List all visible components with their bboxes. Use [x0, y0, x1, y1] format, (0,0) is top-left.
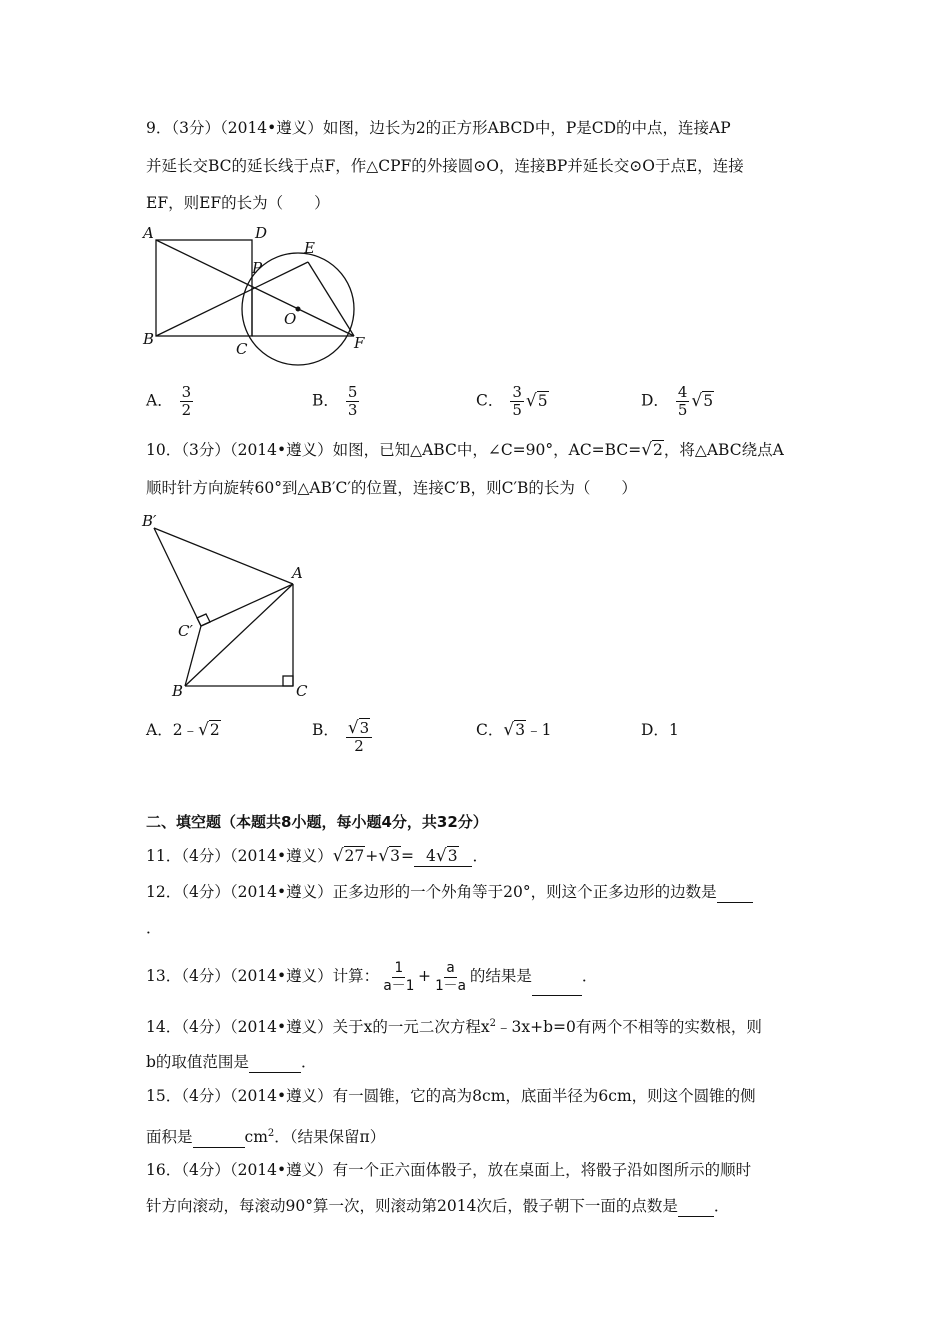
option-label: B．	[312, 721, 339, 739]
line-b-a	[185, 584, 293, 686]
label-f: F	[354, 334, 365, 352]
sqrt: √2	[641, 440, 663, 460]
q16-line2: 针方向滚动，每滚动90°算一次，则滚动第2014次后，骰子朝下一面的点数是 ．	[146, 1197, 730, 1215]
q15-line2: 面积是 $cm^2$．（结果保留π）	[146, 1128, 386, 1147]
q9-line2: 并延长交BC的延长线于点F，作△CPF的外接圆⊙O，连接BP并延长交⊙O于点E，连接	[146, 157, 744, 175]
q9-option-a[interactable]	[146, 384, 195, 419]
answer-blank[interactable]	[532, 957, 582, 996]
q9-line1: 9．（3分）（2014•遵义）如图，边长为2的正方形ABCD中，P是CD的中点，连接AP	[146, 119, 731, 137]
q12-line1: 12．（4分）（2014•遵义）正多边形的一个外角等于20°，则这个正多边形的边数是	[146, 882, 753, 903]
fraction: $\frac{5}{3}$	[347, 383, 358, 419]
q10-option-a[interactable]: A．2﹣√2	[146, 720, 220, 740]
q10-line1: 10．（3分）（2014•遵义）如图，已知△ABC中，∠C=90°，AC=BC=√2，将△ABC绕点A	[146, 440, 784, 460]
q11: 11．（4分）（2014•遵义）√27+√3= 4√3 ．	[146, 846, 488, 866]
fraction: $\frac{√3}{2}$	[346, 720, 372, 755]
label-c: C	[236, 340, 248, 358]
q10-figure	[138, 512, 338, 702]
sqrt: √5	[525, 390, 548, 411]
option-label: C．	[476, 721, 504, 739]
q10-option-d[interactable]: D．1	[641, 721, 679, 739]
label-e: E	[304, 239, 315, 257]
fraction: $\frac{1}{a-1}$	[383, 959, 415, 994]
q10-option-b[interactable]	[312, 720, 374, 755]
label-a: A	[143, 224, 154, 242]
option-label: B．	[312, 391, 339, 410]
sqrt: √27	[332, 846, 365, 866]
label-d: D	[255, 224, 268, 242]
q16-line1: 16．（4分）（2014•遵义）有一个正六面体骰子，放在桌面上，将骰子沿如图所示的顺时	[146, 1161, 752, 1179]
sqrt: √2	[198, 720, 220, 740]
q10-line2: 顺时针方向旋转60°到△AB′C′的位置，连接C′B，则C′B的长为（ ）	[146, 479, 637, 497]
q13: 13．（4分）（2014•遵义）计算： $\frac{1}{a-1}$ + $\frac{a}{1-a}$ 的结果是 ．	[146, 957, 597, 996]
fraction: $\frac{3}{5}$	[512, 383, 522, 419]
label-p: P	[252, 259, 263, 277]
fraction: $\frac{a}{1-a}$	[435, 959, 466, 994]
label-bp: B′	[142, 512, 157, 530]
label-b: B	[143, 330, 155, 348]
q9-line3: EF，则EF的长为（ ）	[146, 194, 330, 212]
fraction: $\frac{3}{2}$	[181, 383, 192, 419]
line-bp-a	[154, 528, 293, 584]
q15-line1: 15．（4分）（2014•遵义）有一圆锥，它的高为8cm，底面半径为6cm，则这个圆锥的侧	[146, 1087, 756, 1105]
label-c: C	[296, 682, 308, 700]
q12-line2: ．	[146, 919, 162, 937]
label-a: A	[292, 564, 303, 582]
q9-figure	[138, 222, 378, 372]
q14-line2: b的取值范围是 ．	[146, 1053, 317, 1071]
label-o: O	[284, 310, 297, 328]
answer-blank[interactable]: 4√3	[414, 846, 472, 867]
line-bp-cp	[154, 528, 201, 626]
fraction: $\frac{4}{5}$	[677, 383, 688, 419]
option-label: D．	[641, 721, 669, 739]
q9-option-b[interactable]	[312, 384, 361, 419]
section-heading: 二、填空题（本题共8小题，每小题4分，共32分）	[146, 813, 488, 831]
option-label: D．	[641, 391, 669, 410]
sqrt: √5	[691, 390, 714, 411]
answer-blank[interactable]	[717, 882, 753, 903]
option-label: C．	[476, 391, 504, 410]
square-abcd	[156, 240, 252, 336]
option-label: A．	[146, 391, 173, 410]
sqrt: √3	[378, 846, 400, 866]
q14-line1: 14．（4分）（2014•遵义）关于x的一元二次方程$x^2﹣3x+b=0$有两个不相等的实数根，则	[146, 1018, 762, 1037]
label-cp: C′	[178, 622, 193, 640]
sqrt: √3	[503, 720, 526, 740]
q9-option-d[interactable]	[641, 384, 714, 419]
answer-blank[interactable]	[249, 1052, 301, 1073]
answer-blank[interactable]	[678, 1196, 714, 1217]
option-label: A．	[146, 721, 173, 739]
right-angle-cp	[197, 614, 210, 626]
right-angle-c	[283, 676, 293, 686]
answer-blank[interactable]	[193, 1127, 245, 1148]
q10-option-c[interactable]: C．√3﹣1	[476, 720, 552, 740]
label-b: B	[172, 682, 184, 700]
q9-option-c[interactable]	[476, 384, 549, 419]
line-cp-a	[201, 584, 293, 626]
